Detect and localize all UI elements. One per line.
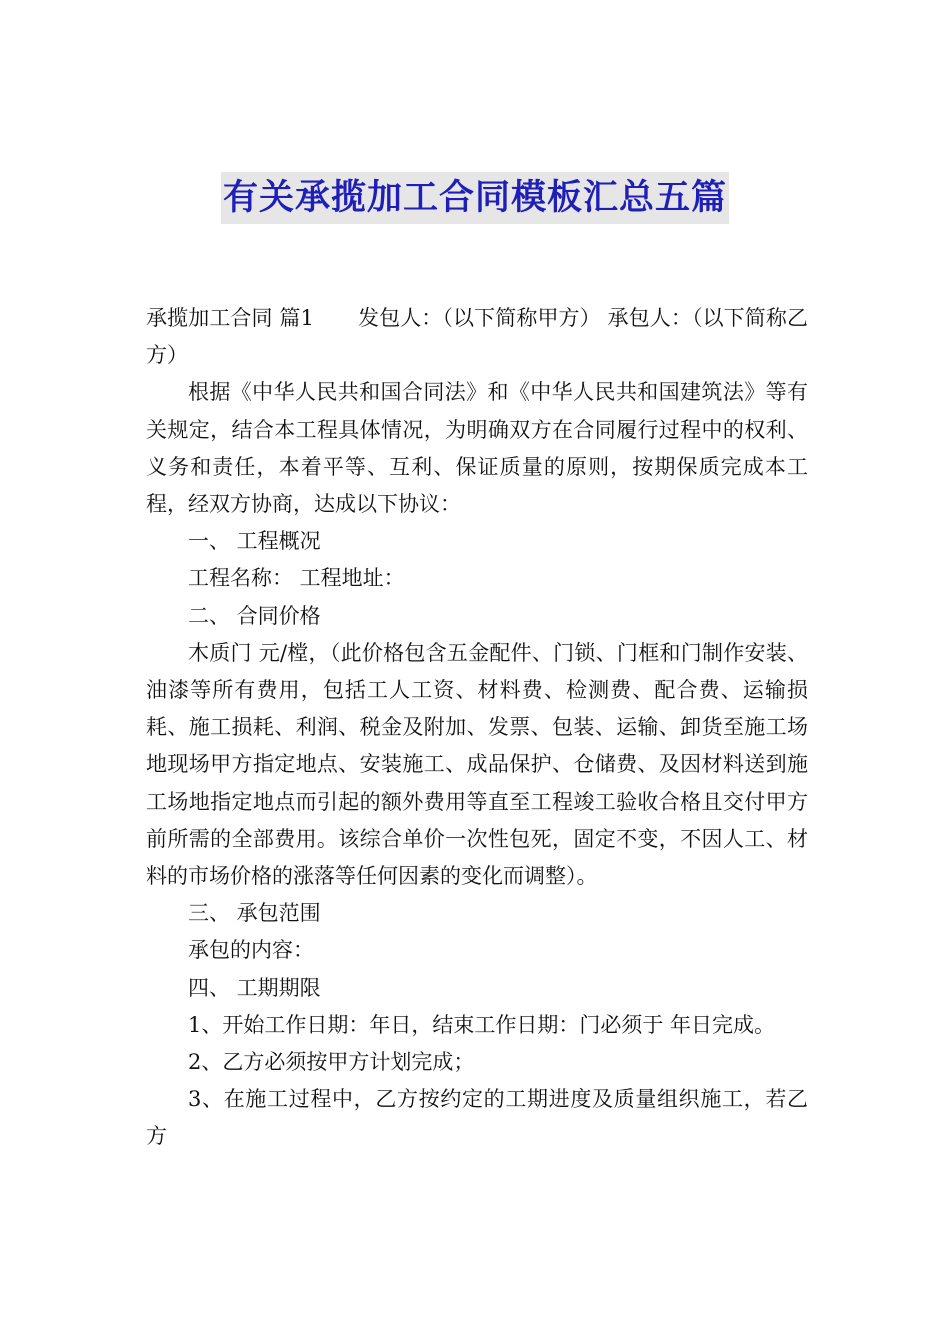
document-body (146, 300, 808, 1156)
period-item-3: 3、在施工过程中，乙方按约定的工期进度及质量组织施工，若乙方 (146, 1087, 808, 1149)
period-item-1: 1、开始工作日期：年日，结束工作日期：门必须于 年日完成。 (188, 1012, 776, 1037)
price-paragraph: 木质门 元/樘，（此价格包含五金配件、门锁、门框和门制作安装、油漆等所有费用，包括工人工资、材料费、检测费、配合费、运输损耗、施工损耗、利润、税金及附加、发票、包装、运输、卸货至施工场地现场甲方指定地点、安装施工、成品保护、仓储费、及因材料送到施工场地指定地点而引起的额外费用等直至工程竣工验收合格且交付甲方前所需的全部费用。该综合单价一次性包死，固定不变，不因人工、材料的市场价格的涨落等任何因素的变化而调整）。 (146, 640, 808, 889)
preamble-paragraph: 根据《中华人民共和国合同法》和《中华人民共和国建筑法》等有关规定，结合本工程具体情况，为明确双方在合同履行过程中的权利、义务和责任，本着平等、互利、保证质量的原则，按期保质完成本工程，经双方协商，达成以下协议： (146, 380, 808, 517)
section-heading-price: 二、 合同价格 (188, 603, 321, 628)
section-heading-overview: 一、 工程概况 (188, 529, 321, 554)
period-item-2: 2、乙方必须按甲方计划完成； (188, 1050, 475, 1075)
contract-section-label: 承揽加工合同 篇1 (146, 306, 314, 330)
contract-parties: 发包人：（以下简称甲方） 承包人：（以下简称乙方） (146, 306, 808, 368)
project-name-address: 工程名称： 工程地址： (188, 566, 405, 591)
section-heading-scope: 三、 承包范围 (188, 901, 321, 926)
document-title: 有关承揽加工合同模板汇总五篇 (221, 172, 729, 224)
contract-header-paragraph (146, 300, 808, 374)
section-heading-period: 四、 工期期限 (188, 975, 321, 1000)
title-wrapper (0, 172, 950, 224)
scope-content: 承包的内容： (188, 938, 314, 963)
